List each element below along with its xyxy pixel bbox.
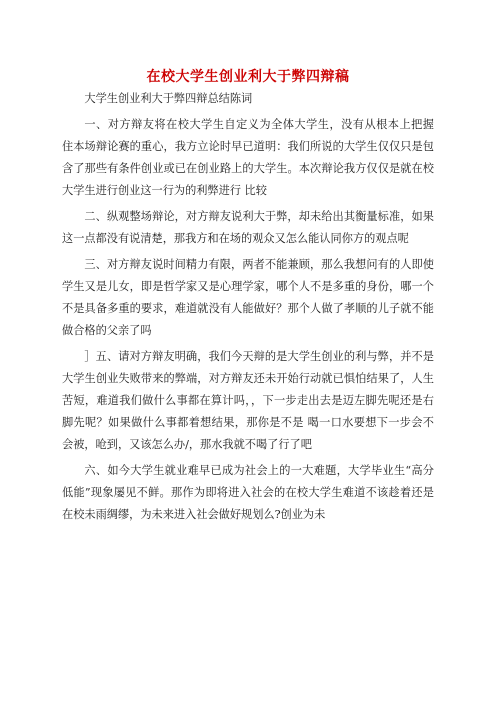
paragraph-point-5: ］五、请对方辩友明确，我们今天辩的是大学生创业的利与弊，并不是大学生创业失败带来的弊端，对方辩友还未开始行动就已惧怕结果了，人生苦短，难道我们做什么事都在算计吗，，下一步走出去是迈左脚先呢还是右脚先呢？如果做什么事都着想结果，那你是不是 喝一口水要想下一步会不会被，呛到，又该怎么办/，那水我就不喝了行了吧	[62, 350, 434, 451]
document-body	[62, 88, 434, 530]
document-title: 在校大学生创业利大于弊四辩稿	[146, 69, 350, 85]
paragraph-point-6: 六、如今大学生就业难早已成为社会上的一大难题，大学毕业生“高分低能”现象屡见不鲜。那作为即将进入社会的在校大学生难道不该趁着还是在校未雨绸缪，为未来进入社会做好规划么?创业为未	[62, 464, 434, 521]
paragraph-point-2: 二、纵观整场辩论，对方辩友说利大于弊，却未给出其衡量标准，如果这一点都没有说清楚，那我方和在场的观众又怎么能认同你方的观点呢	[62, 210, 434, 245]
paragraph-point-1: 一、对方辩友将在校大学生自定义为全体大学生，没有从根本上把握 住本场辩论赛的重心，我方立论时早已道明：我们所说的大学生仅仅只是包含了那些有条件创业或已在创业路上的大学生。本次辩论我方仅仅是就在校大学生进行创业这一行为的利弊进行 比较	[62, 118, 434, 197]
paragraph-subtitle: 大学生创业利大于弊四辩总结陈词	[84, 92, 253, 105]
paragraph-point-3: 三、对方辩友说时间精力有限，两者不能兼顾，那么我想问有的人即使学生又是儿女，即是哲学家又是心理学家，哪个人不是多重的身份，哪一个不是具备多重的要求，难道就没有人能做好？那个人做了孝顺的儿子就不能做合格的父亲了吗	[62, 258, 434, 337]
